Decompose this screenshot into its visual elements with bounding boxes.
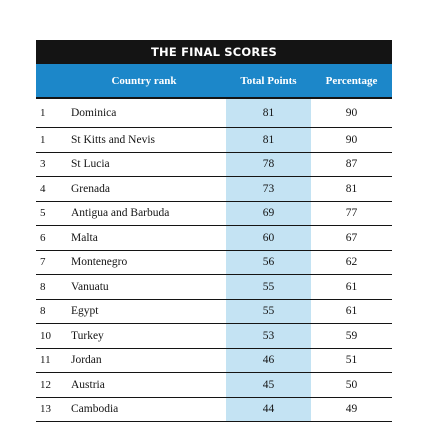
points-cell: 55 bbox=[226, 275, 311, 299]
country-cell: Antigua and Barbuda bbox=[71, 207, 170, 220]
table-row bbox=[36, 177, 392, 202]
country-cell: Turkey bbox=[71, 329, 104, 342]
table-row bbox=[36, 300, 392, 325]
percent-cell: 51 bbox=[345, 354, 358, 367]
rank-cell: 8 bbox=[40, 280, 46, 293]
percent-cell: 81 bbox=[345, 182, 358, 195]
points-cell: 81 bbox=[226, 128, 311, 152]
points-cell: 78 bbox=[226, 153, 311, 177]
points-cell: 60 bbox=[226, 226, 311, 250]
country-cell: Cambodia bbox=[71, 403, 119, 416]
table-row bbox=[36, 275, 392, 300]
country-cell: Austria bbox=[71, 378, 105, 391]
rank-cell: 13 bbox=[40, 403, 51, 416]
percent-cell: 50 bbox=[345, 378, 358, 391]
country-cell: Dominica bbox=[71, 107, 117, 119]
percent-cell: 67 bbox=[345, 231, 358, 244]
table-row bbox=[36, 373, 392, 398]
rank-cell: 12 bbox=[40, 378, 51, 391]
country-cell: Malta bbox=[71, 231, 98, 244]
rank-cell: 7 bbox=[40, 256, 46, 269]
percent-cell: 90 bbox=[345, 133, 358, 146]
rank-cell: 4 bbox=[40, 182, 46, 195]
percent-cell: 61 bbox=[345, 305, 358, 318]
final-scores-table bbox=[36, 40, 392, 422]
rank-cell: 8 bbox=[40, 305, 46, 318]
table-row bbox=[36, 226, 392, 251]
points-column-header: Total Points bbox=[240, 74, 297, 87]
table-title: THE FINAL SCORES bbox=[36, 40, 392, 64]
points-cell: 73 bbox=[226, 177, 311, 201]
table-row bbox=[36, 251, 392, 276]
percent-column-header: Percentage bbox=[325, 74, 378, 87]
points-cell: 81 bbox=[226, 99, 311, 127]
percent-cell: 49 bbox=[345, 403, 358, 416]
rank-cell: 11 bbox=[40, 354, 51, 367]
table-row bbox=[36, 349, 392, 374]
table-body bbox=[36, 99, 392, 422]
table-row bbox=[36, 398, 392, 423]
country-cell: Jordan bbox=[71, 354, 102, 367]
table-row bbox=[36, 128, 392, 153]
country-column-header: Country rank bbox=[111, 74, 177, 87]
table-row bbox=[36, 99, 392, 128]
country-cell: Grenada bbox=[71, 182, 110, 195]
percent-cell: 59 bbox=[345, 329, 358, 342]
rank-cell: 1 bbox=[40, 107, 46, 119]
country-cell: Vanuatu bbox=[71, 280, 109, 293]
rank-cell: 10 bbox=[40, 329, 51, 342]
table-header bbox=[36, 64, 392, 99]
table-row bbox=[36, 324, 392, 349]
country-cell: Egypt bbox=[71, 305, 99, 318]
points-cell: 46 bbox=[226, 349, 311, 373]
points-cell: 45 bbox=[226, 373, 311, 397]
percent-cell: 77 bbox=[345, 207, 358, 220]
rank-cell: 5 bbox=[40, 207, 46, 220]
table-row bbox=[36, 153, 392, 178]
points-cell: 69 bbox=[226, 202, 311, 226]
rank-cell: 6 bbox=[40, 231, 46, 244]
points-cell: 53 bbox=[226, 324, 311, 348]
country-cell: St Lucia bbox=[71, 158, 110, 171]
percent-cell: 87 bbox=[345, 158, 358, 171]
percent-cell: 62 bbox=[345, 256, 358, 269]
country-cell: Montenegro bbox=[71, 256, 128, 269]
rank-cell: 1 bbox=[40, 133, 46, 146]
percent-cell: 61 bbox=[345, 280, 358, 293]
percent-cell: 90 bbox=[345, 107, 358, 119]
points-cell: 44 bbox=[226, 398, 311, 422]
country-cell: St Kitts and Nevis bbox=[71, 133, 156, 146]
points-cell: 55 bbox=[226, 300, 311, 324]
table-row bbox=[36, 202, 392, 227]
points-cell: 56 bbox=[226, 251, 311, 275]
rank-cell: 3 bbox=[40, 158, 46, 171]
